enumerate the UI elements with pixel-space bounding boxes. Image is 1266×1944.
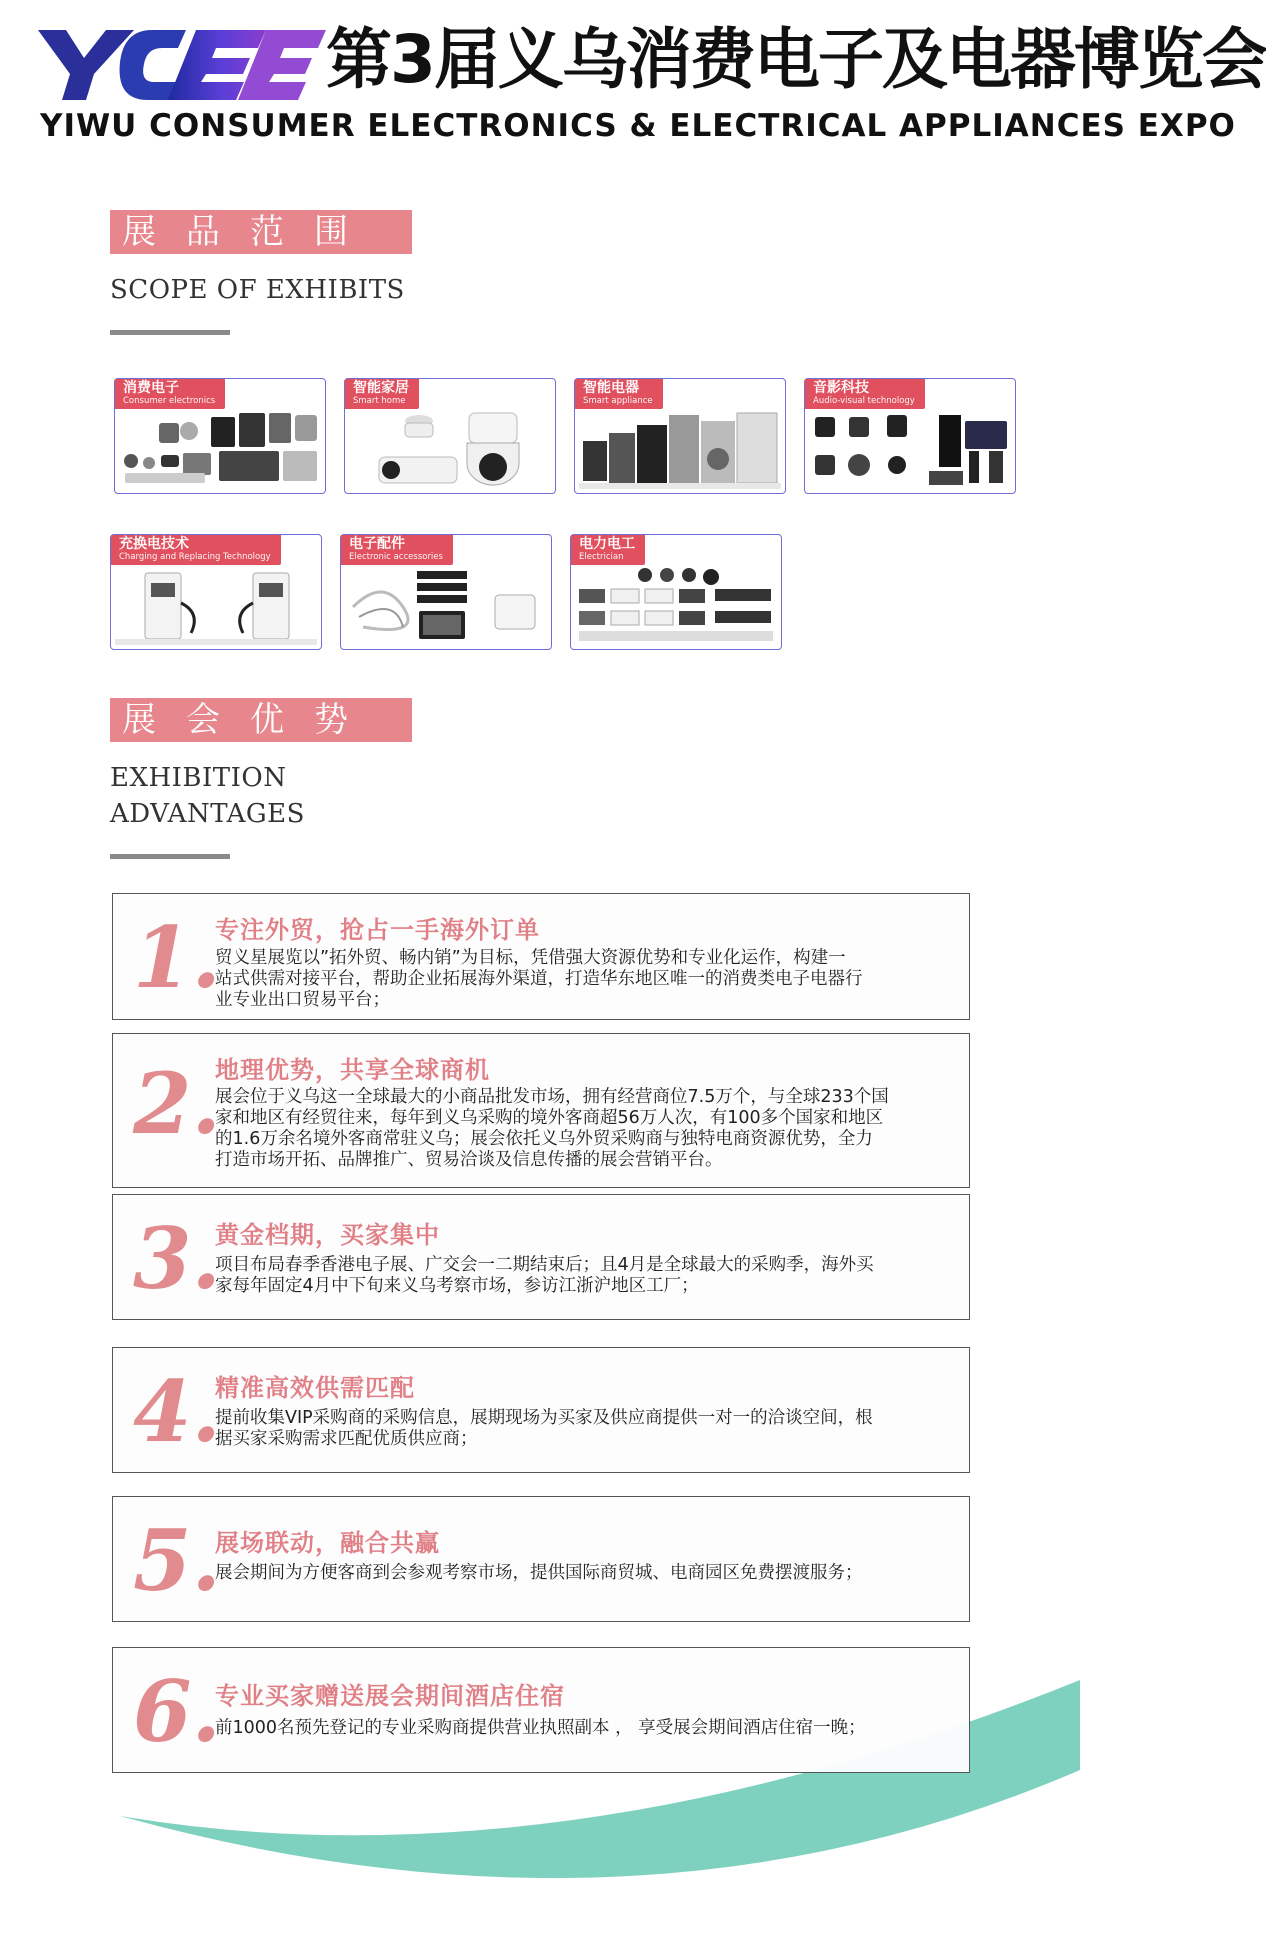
charging-image	[115, 567, 317, 647]
smart-home-image	[349, 411, 551, 491]
card-label: 电力电工 Electrician	[571, 535, 645, 565]
accessories-image	[345, 567, 547, 647]
exhibit-card-accessories[interactable]	[340, 534, 552, 650]
advantage-number: 3.	[133, 1209, 221, 1308]
advantage-body: 项目布局春季香港电子展、广交会一二期结束后；且4月是全球最大的采购季，海外买 家每年固定4月中下旬来义乌考察市场，参访江浙沪地区工厂；	[215, 1255, 874, 1296]
ycee-logo	[36, 22, 326, 102]
advantage-body: 展会期间为方便客商到会参观考察市场，提供国际商贸城、电商园区免费摆渡服务；	[215, 1563, 863, 1583]
exhibit-card-consumer-electronics[interactable]	[114, 378, 326, 494]
advantages-tag: 展会优势	[110, 698, 412, 742]
advantage-body: 贸义星展览以”拓外贸、畅内销”为目标，凭借强大资源优势和专业化运作，构建一 站式供需对接平台，帮助企业拓展海外渠道，打造华东地区唯一的消费类电子电器行 业专业出口贸易平台；	[215, 948, 863, 1010]
advantage-body: 提前收集VIP采购商的采购信息，展期现场为买家及供应商提供一对一的洽谈空间，根 据买家采购需求匹配优质供应商；	[215, 1408, 873, 1449]
exhibit-card-audio-visual[interactable]	[804, 378, 1016, 494]
advantage-title: 展场联动，融合共赢	[215, 1529, 440, 1557]
exhibit-card-electrician[interactable]	[570, 534, 782, 650]
advantage-title: 专注外贸，抢占一手海外订单	[215, 916, 540, 944]
ycee-logo-graphic	[36, 22, 326, 102]
advantage-body: 前1000名预先登记的专业采购商提供营业执照副本 ， 享受展会期间酒店住宿一晚；	[215, 1718, 866, 1738]
advantages-title-en: EXHIBITION ADVANTAGES	[110, 763, 305, 829]
card-label: 充换电技术 Charging and Replacing Technology	[111, 535, 281, 565]
audio-visual-image	[809, 411, 1011, 491]
advantage-number: 4.	[133, 1362, 221, 1461]
scope-tag: 展品范围	[110, 210, 412, 254]
advantage-title: 专业买家赠送展会期间酒店住宿	[215, 1682, 565, 1710]
header	[0, 0, 1266, 150]
advantage-item-1	[112, 893, 970, 1020]
advantage-number: 2.	[133, 1054, 221, 1153]
advantage-item-2	[112, 1033, 970, 1188]
exhibit-card-smart-home[interactable]	[344, 378, 556, 494]
expo-title-en: YIWU CONSUMER ELECTRONICS & ELECTRICAL APPLIANCES EXPO	[40, 108, 1236, 144]
divider	[110, 330, 230, 335]
advantage-body: 展会位于义乌这一全球最大的小商品批发市场，拥有经营商位7.5万个，与全球233个国 家和地区有经贸往来，每年到义乌采购的境外客商超56万人次，有100多个国家和地区 的1.6万余名境外客商常驻义乌；展会依托义乌外贸采购商与独特电商资源优势，全力 打造市场开拓、品牌推广、贸易洽谈及信息传播的展会营销平台。	[215, 1087, 889, 1170]
advantage-number: 1.	[133, 908, 221, 1007]
card-label: 消费电子 Consumer electronics	[115, 379, 225, 409]
advantage-number: 5.	[133, 1511, 221, 1610]
smart-appliance-image	[579, 411, 781, 491]
advantage-number: 6.	[133, 1662, 221, 1761]
advantage-title: 黄金档期，买家集中	[215, 1221, 440, 1249]
scope-section-head	[110, 210, 412, 335]
advantage-item-3	[112, 1194, 970, 1320]
advantage-title: 地理优势，共享全球商机	[215, 1056, 490, 1084]
card-label: 电子配件 Electronic accessories	[341, 535, 453, 565]
scope-title-en: SCOPE OF EXHIBITS	[110, 275, 405, 305]
divider	[110, 854, 230, 859]
electrician-image	[575, 567, 777, 647]
card-label: 智能电器 Smart appliance	[575, 379, 663, 409]
exhibit-card-smart-appliance[interactable]	[574, 378, 786, 494]
card-label: 智能家居 Smart home	[345, 379, 419, 409]
expo-title-cn: 第3届义乌消费电子及电器博览会	[326, 21, 1266, 98]
advantage-item-4	[112, 1347, 970, 1473]
advantage-title: 精准高效供需匹配	[215, 1374, 415, 1402]
advantages-section-head	[110, 698, 412, 859]
exhibit-card-charging[interactable]	[110, 534, 322, 650]
advantage-item-6	[112, 1647, 970, 1773]
consumer-electronics-image	[119, 411, 321, 491]
card-label: 音影科技 Audio-visual technology	[805, 379, 925, 409]
